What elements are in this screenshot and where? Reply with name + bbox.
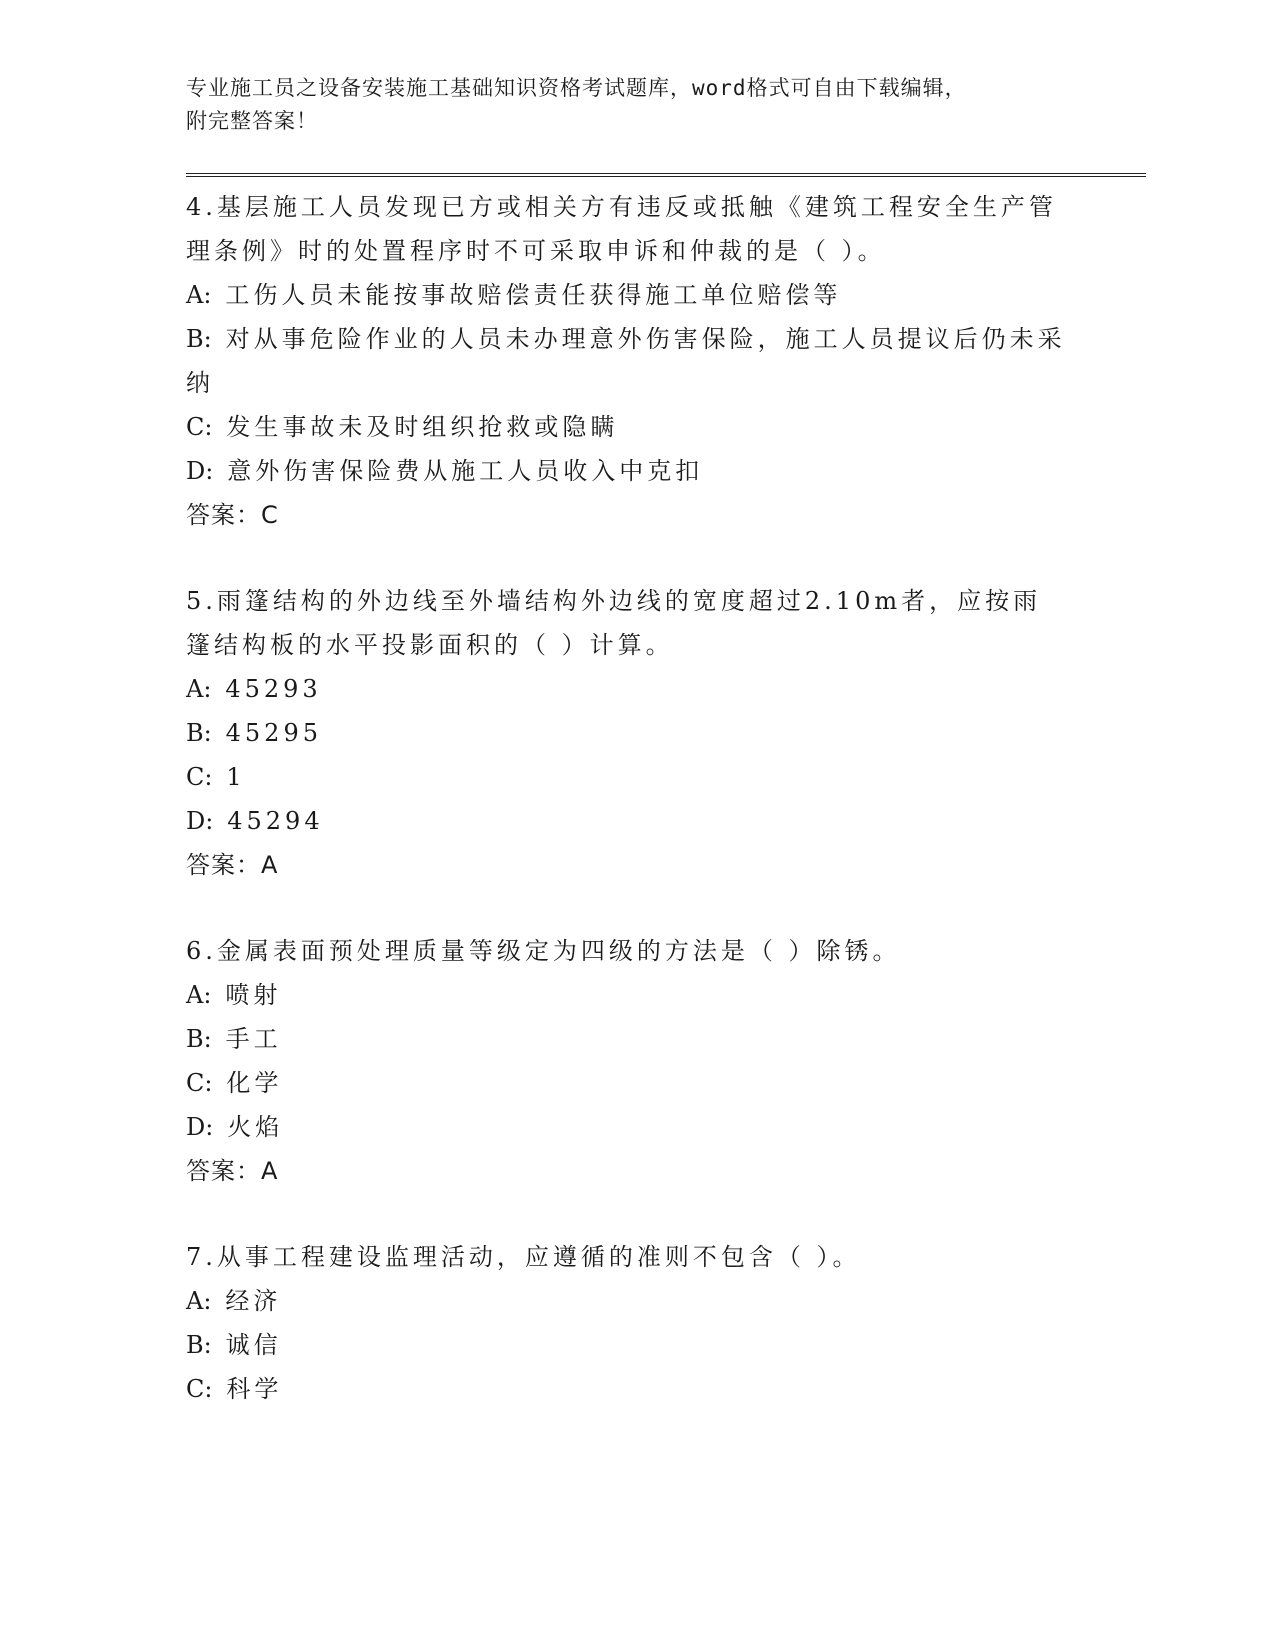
option-c: C: 1 — [186, 763, 246, 791]
question-text: 6.金属表面预处理质量等级定为四级的方法是（ ）除锈。 — [186, 937, 901, 965]
option-a: A: 工伤人员未能按事故赔偿责任获得施工单位赔偿等 — [186, 281, 842, 309]
question-6 — [186, 929, 1066, 1193]
header-line-2: 附完整答案！ — [186, 109, 318, 133]
header-line-1: 专业施工员之设备安装施工基础知识资格考试题库，word格式可自由下载编辑， — [186, 76, 967, 100]
option-b: B: 对从事危险作业的人员未办理意外伤害保险，施工人员提议后仍未采纳 — [186, 325, 1066, 397]
question-text: 7.从事工程建设监理活动，应遵循的准则不包含（ ）。 — [186, 1243, 861, 1271]
option-d: D: 45294 — [186, 807, 324, 835]
question-text: 4.基层施工人员发现已方或相关方有违反或抵触《建筑工程安全生产管理条例》时的处置程序时不可采取申诉和仲裁的是（ ）。 — [186, 193, 1057, 265]
document-header — [186, 72, 1146, 138]
answer: 答案：A — [186, 1157, 279, 1185]
question-5 — [186, 579, 1066, 887]
option-b: B: 手工 — [186, 1025, 282, 1053]
question-4 — [186, 185, 1066, 537]
option-b: B: 诚信 — [186, 1331, 282, 1359]
option-d: D: 意外伤害保险费从施工人员收入中克扣 — [186, 457, 704, 485]
document-page — [186, 72, 1146, 1411]
option-b: B: 45295 — [186, 719, 322, 747]
option-a: A: 经济 — [186, 1287, 282, 1315]
header-divider — [186, 173, 1146, 177]
option-c: C: 化学 — [186, 1069, 283, 1097]
option-a: A: 45293 — [186, 675, 322, 703]
option-c: C: 发生事故未及时组织抢救或隐瞒 — [186, 413, 619, 441]
option-c: C: 科学 — [186, 1375, 283, 1403]
question-text: 5.雨篷结构的外边线至外墙结构外边线的宽度超过2.10m者，应按雨篷结构板的水平投影面积的（ ）计算。 — [186, 587, 1042, 659]
option-d: D: 火焰 — [186, 1113, 284, 1141]
answer: 答案：C — [186, 501, 279, 529]
question-7 — [186, 1235, 1066, 1411]
answer: 答案：A — [186, 851, 279, 879]
option-a: A: 喷射 — [186, 981, 282, 1009]
